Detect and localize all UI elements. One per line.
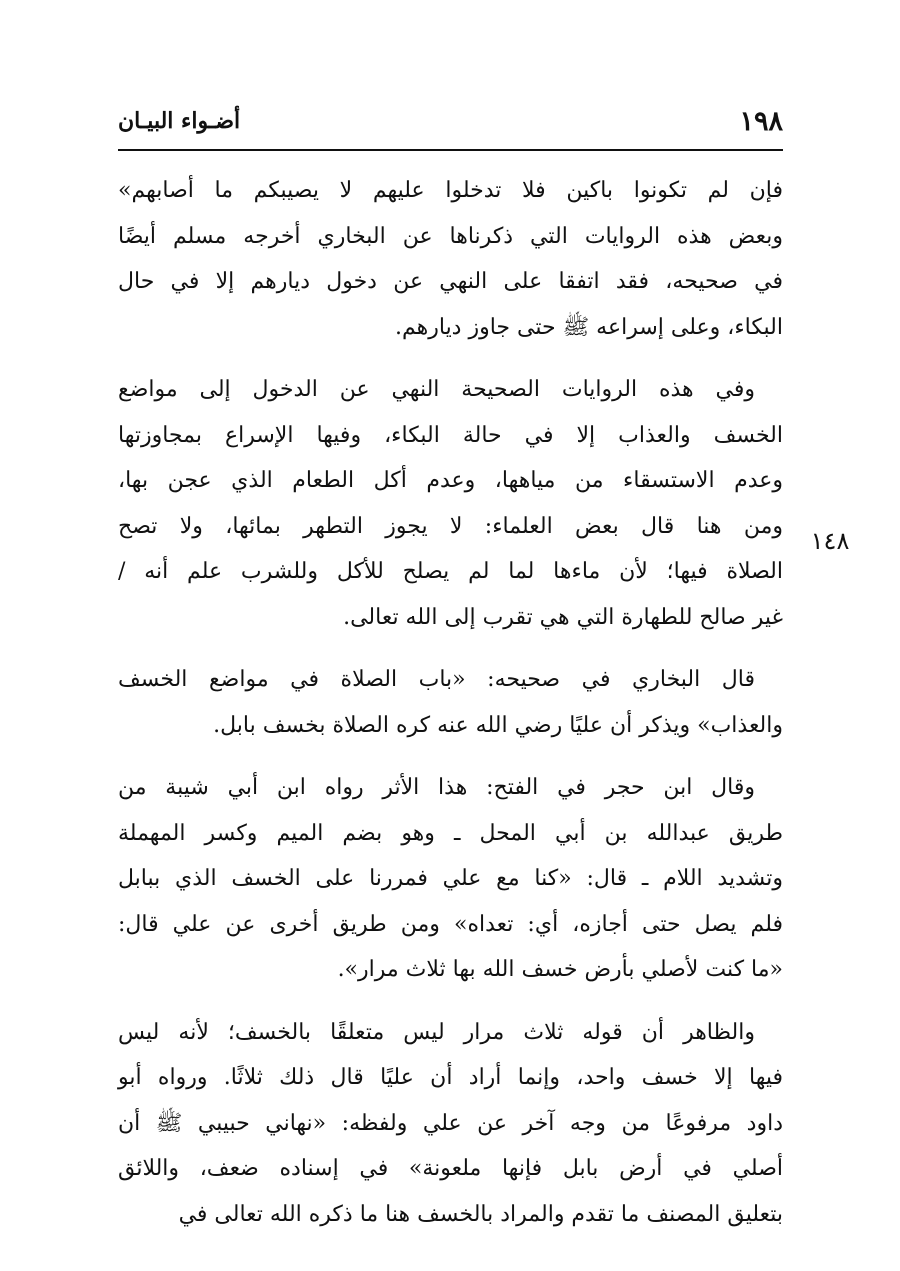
header-rule — [118, 149, 783, 151]
text-line: البكاء، وعلى إسراعه ﷺ حتى جاوز ديارهم. — [395, 314, 783, 340]
text-line: فيها إلا خسف واحد، وإنما أراد أن عليًا قال ذلك ثلاثًا. ورواه أبو — [118, 1065, 783, 1090]
text-line: ومن هنا قال بعض العلماء: لا يجوز التطهر بمائها، ولا تصح — [118, 513, 783, 539]
text-line: «ما كنت لأصلي بأرض خسف الله بها ثلاث مرار». — [337, 957, 783, 982]
text-line: وقال ابن حجر في الفتح: هذا الأثر رواه ابن أبي شيبة من — [118, 775, 755, 800]
text-line: بتعليق المصنف ما تقدم والمراد بالخسف هنا ما ذكره الله تعالى في — [178, 1201, 783, 1227]
book-title: أضـواء البيـان — [118, 108, 241, 134]
text-line: أصلي في أرض بابل فإنها ملعونة» في إسناده ضعف، واللائق — [118, 1156, 783, 1181]
running-header — [118, 104, 783, 144]
paragraph — [118, 1010, 783, 1238]
text-line: قال البخاري في صحيحه: «باب الصلاة في مواضع الخسف — [118, 667, 755, 692]
paragraph — [118, 657, 783, 748]
body-text — [118, 168, 783, 1254]
text-line: وبعض هذه الروايات التي ذكرناها عن البخاري أخرجه مسلم أيضًا — [118, 223, 783, 249]
text-line: والعذاب» ويذكر أن عليًا رضي الله عنه كره الصلاة بخسف بابل. — [213, 712, 783, 738]
text-line: فلم يصل حتى أجازه، أي: تعداه» ومن طريق أخرى عن علي قال: — [118, 911, 783, 937]
paragraph — [118, 367, 783, 640]
paragraph — [118, 168, 783, 350]
text-line: وعدم الاستسقاء من مياهها، وعدم أكل الطعام الذي عجن بها، — [118, 468, 783, 493]
margin-page-reference: ١٤٨ — [810, 527, 850, 555]
text-line: وتشديد اللام ـ قال: «كنا مع علي فمررنا على الخسف الذي ببابل — [118, 866, 783, 891]
text-line: والظاهر أن قوله ثلاث مرار ليس متعلقًا بالخسف؛ لأنه ليس — [118, 1019, 755, 1045]
text-line: وفي هذه الروايات الصحيحة النهي عن الدخول إلى مواضع — [118, 377, 755, 402]
text-line: داود مرفوعًا من وجه آخر عن علي ولفظه: «نهاني حبيبي ﷺ أن — [118, 1110, 783, 1136]
text-line: الخسف والعذاب إلا في حالة البكاء، وفيها الإسراع بمجاوزتها — [118, 422, 783, 448]
text-line: غير صالح للطهارة التي هي تقرب إلى الله تعالى. — [343, 604, 783, 630]
text-line: فإن لم تكونوا باكين فلا تدخلوا عليهم لا يصيبكم ما أصابهم» — [118, 178, 783, 203]
paragraph — [118, 765, 783, 993]
text-line: في صحيحه، فقد اتفقا على النهي عن دخول ديارهم إلا في حال — [118, 269, 783, 294]
text-line: طريق عبدالله بن أبي المحل ـ وهو بضم الميم وكسر المهملة — [118, 820, 783, 846]
text-line: الصلاة فيها؛ لأن ماءها لما لم يصلح للأكل وللشرب علم أنه / — [118, 559, 783, 584]
page-number: ١٩٨ — [739, 106, 783, 137]
